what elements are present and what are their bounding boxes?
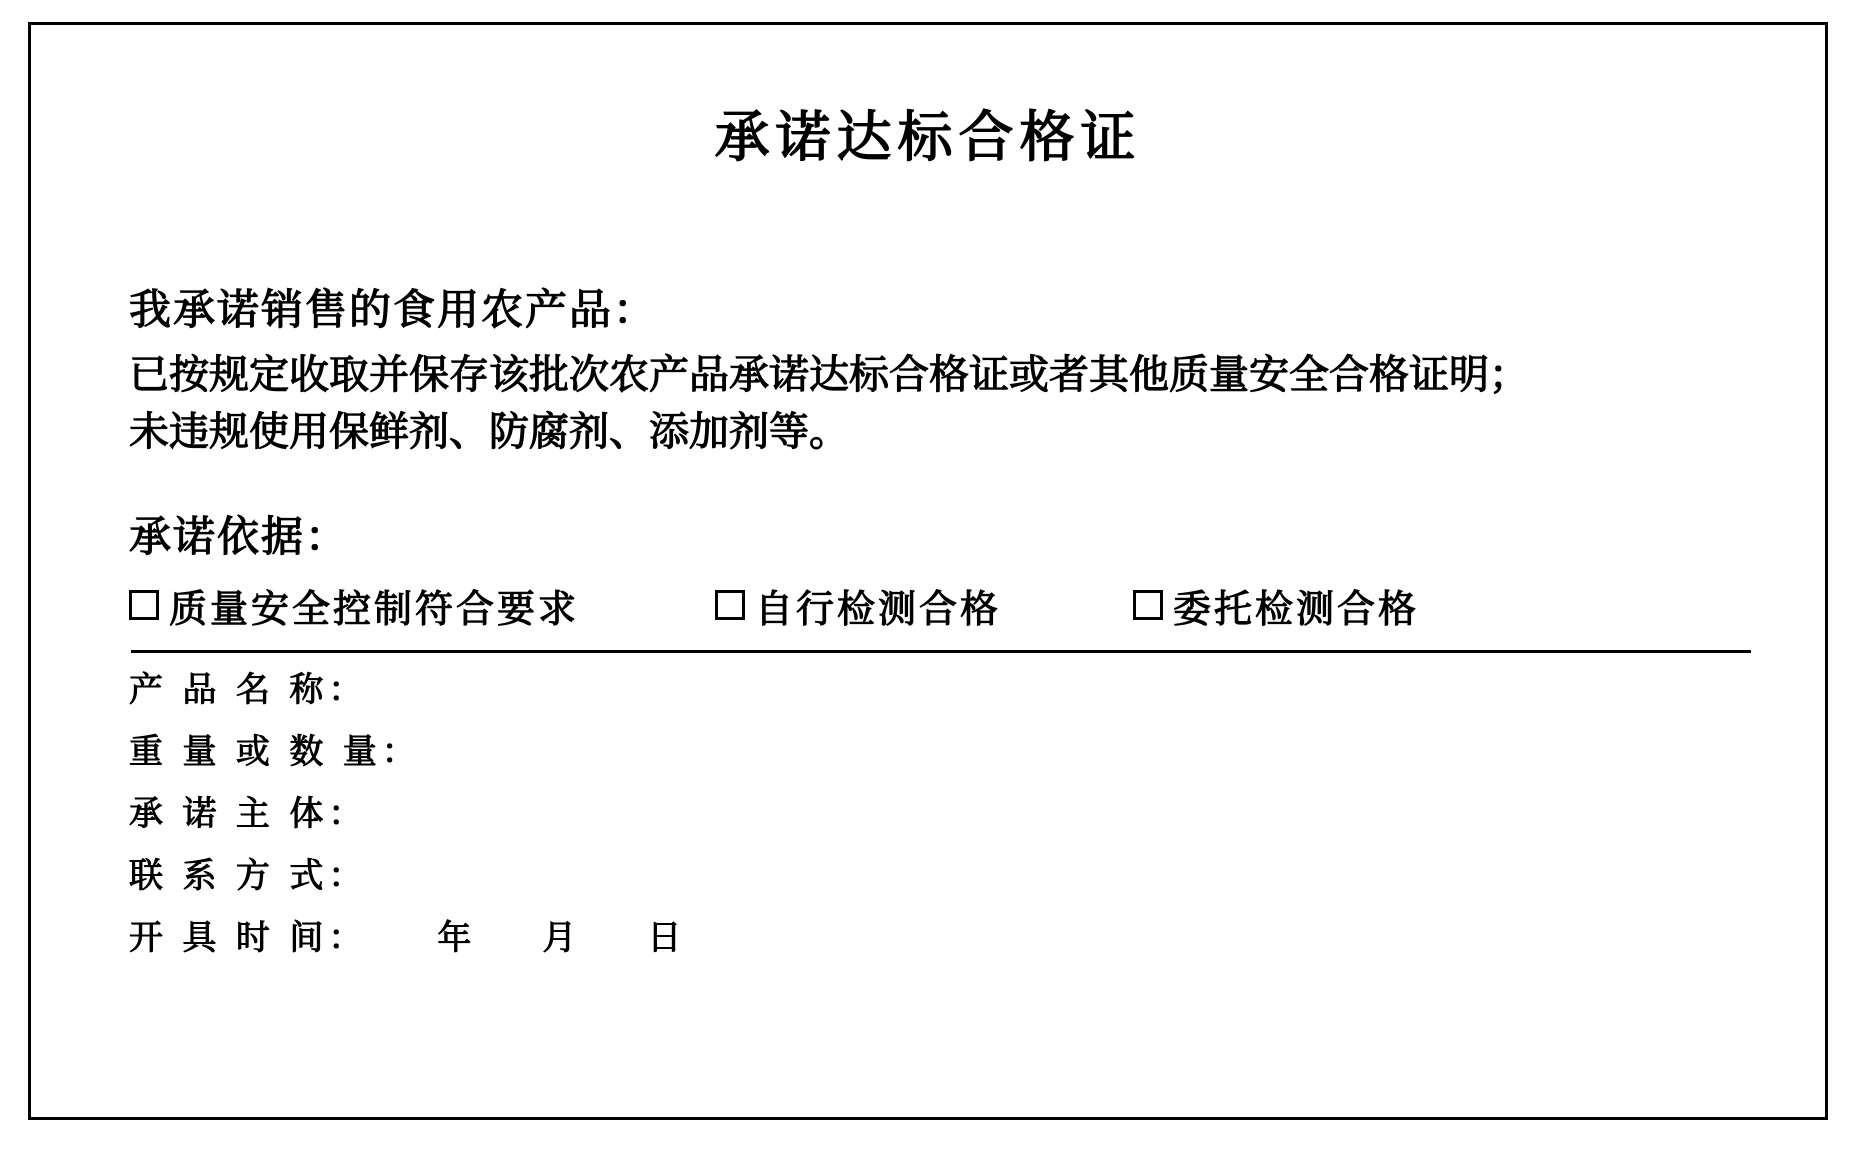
basis-option-entrusted-test[interactable] [1133, 578, 1419, 633]
certificate-title: 承诺达标合格证 [714, 106, 1142, 168]
field-pledge-entity[interactable] [129, 797, 1769, 831]
basis-option-label: 质量安全控制符合要求 [169, 588, 580, 631]
basis-option-label: 委托检测合格 [1173, 588, 1420, 631]
date-units [437, 921, 686, 955]
basis-section [129, 507, 1769, 633]
pledge-line-1: 已按规定收取并保存该批次农产品承诺达标合格证或者其他质量安全合格证明； [129, 352, 1529, 397]
date-day-unit[interactable]: 日 [647, 919, 687, 957]
basis-options-row [129, 578, 1769, 633]
pledge-section [129, 280, 1769, 460]
date-month-unit[interactable]: 月 [542, 919, 582, 957]
field-label: 产 品 名 称： [129, 671, 368, 709]
checkbox-icon[interactable] [129, 590, 159, 620]
basis-option-label: 自行检测合格 [755, 588, 1002, 631]
field-contact-method[interactable] [129, 859, 1769, 893]
field-issue-date[interactable] [129, 921, 1769, 955]
certificate-content [31, 25, 1825, 1117]
checkbox-icon[interactable] [1133, 590, 1163, 620]
section-divider [131, 650, 1751, 653]
field-weight-or-quantity[interactable] [129, 735, 1769, 769]
basis-option-self-test[interactable] [715, 578, 1001, 633]
field-label: 承 诺 主 体： [129, 795, 368, 833]
basis-option-quality-control[interactable] [129, 578, 579, 633]
field-product-name[interactable] [129, 673, 1769, 707]
certificate-border [28, 22, 1828, 1120]
date-year-unit[interactable]: 年 [437, 919, 477, 957]
basis-label: 承诺依据： [129, 513, 350, 560]
field-label: 联 系 方 式： [129, 857, 368, 895]
field-label: 重 量 或 数 量： [129, 733, 421, 771]
fields-section [129, 673, 1769, 983]
pledge-line-2: 未违规使用保鲜剂、防腐剂、添加剂等。 [129, 409, 849, 454]
checkbox-icon[interactable] [715, 590, 745, 620]
pledge-lead-text: 我承诺销售的食用农产品： [129, 286, 658, 333]
field-label: 开 具 时 间： [129, 919, 368, 957]
